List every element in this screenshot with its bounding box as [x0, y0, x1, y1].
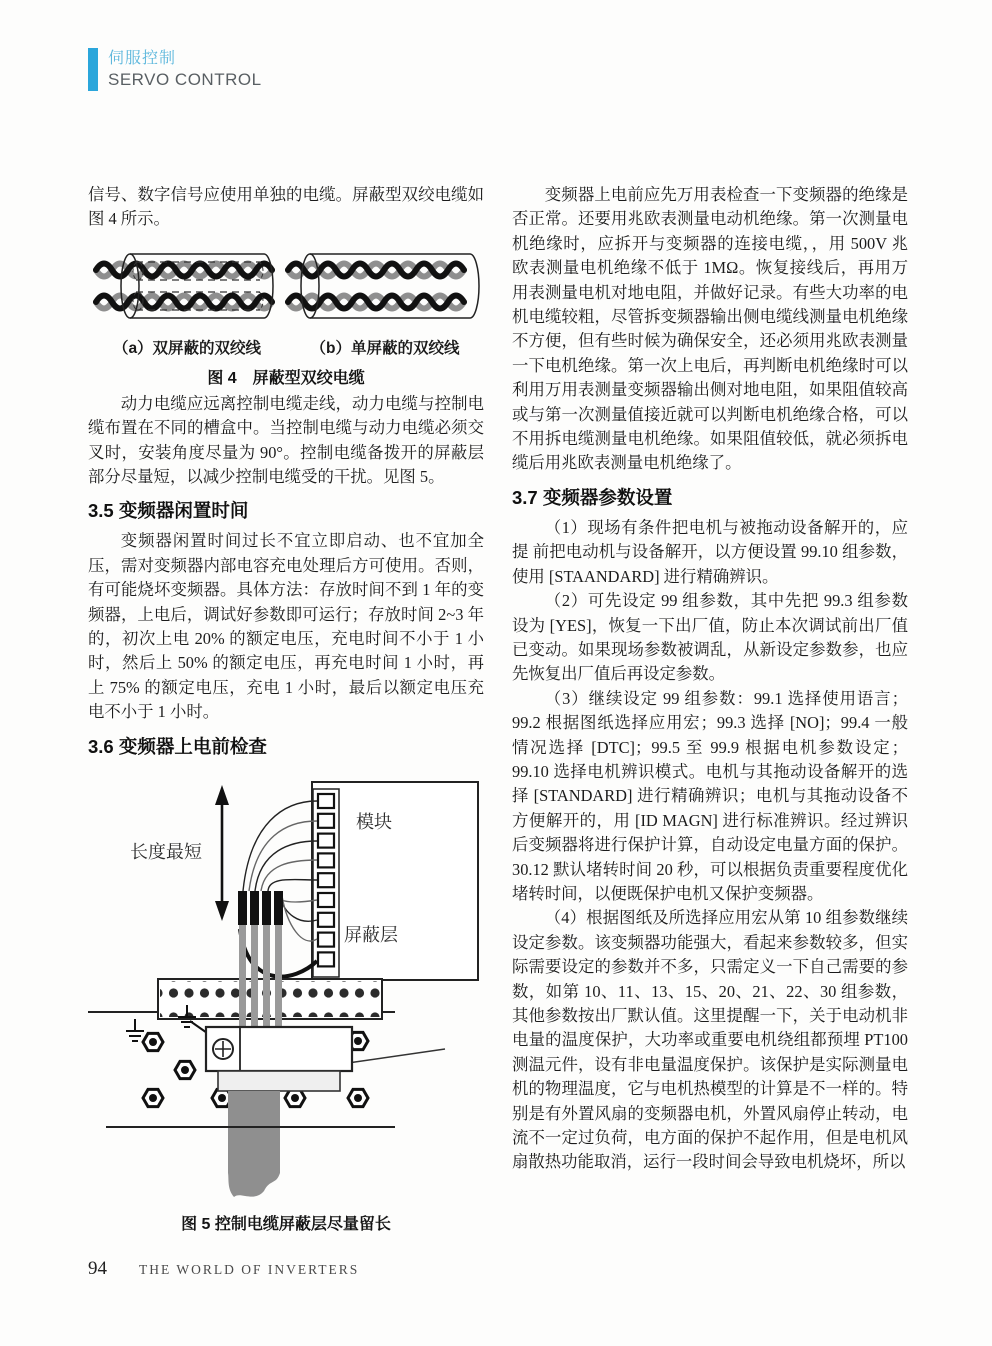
module-label: 模块 [356, 811, 392, 832]
heading-3-5: 3.5 变频器闲置时间 [88, 500, 249, 522]
cable-routing-paragraph: 动力电缆应远离控制电缆走线，动力电缆与控制电缆布置在不同的槽盒中。当控制电缆与动力电缆必须交叉时，安装角度尽量为 90°。控制电缆备拨开的屏蔽层部分尽量短，以减少控制电缆受的干扰。见图 5。 [88, 393, 484, 487]
figure5-caption: 图 5 控制电缆屏蔽层尽量留长 [181, 1215, 391, 1233]
left-column [88, 183, 484, 1234]
intro-paragraph: 信号、数字信号应使用单独的电缆。屏蔽型双绞电缆如图 4 所示。 [88, 185, 484, 229]
heading-3-6: 3.6 变频器上电前检查 [88, 735, 267, 757]
hex-nut-icon [285, 1089, 305, 1106]
page-number: 94 [88, 1258, 107, 1279]
hex-nut-icon [348, 1089, 368, 1106]
page-footer [88, 1258, 359, 1280]
cable-b-single-shield [288, 254, 479, 318]
journal-name: THE WORLD OF INVERTERS [139, 1262, 360, 1277]
control-cable [228, 1091, 280, 1197]
idle-time-paragraph: 变频器闲置时间过长不宜立即启动、也不宜加全压，需对变频器内部电容充电处理后方可使用。否则，有可能烧坏变频器。具体方法：存放时间不到 1 年的变频器，上电后，调试好参数即可运行；存放时间 2~3 年的，初次上电 20% 的额定电压，充电时间不小于 1 小时，然后上 50% 的额定电压，再充电时间 1 小时，再上 75% 的额定电压，充电 1 小时，最后以额定电压充电不小于 1 小时。 [88, 531, 484, 722]
figure4-caption-b: （b）单屏蔽的双绞线 [310, 339, 460, 357]
two-column-content [88, 183, 908, 1234]
hex-nut-icon [175, 1061, 195, 1078]
param-item-2: （2）可先设定 99 组参数，其中先把 99.3 组参数设为 [YES]，恢复一下出厂值，防止本次调试前出厂值已变动。如果现场参数被调乱，从新设定参数参，也应先恢复出厂值后再设定参数。 [512, 591, 908, 684]
figure-5 [88, 765, 484, 1234]
cable-a-double-shield [96, 254, 273, 318]
hex-nut-icon [143, 1033, 163, 1050]
terminal-squares [318, 794, 334, 966]
length-arrow-icon [215, 785, 229, 921]
page-header [88, 48, 262, 91]
precheck-paragraph: 变频器上电前应先万用表检查一下变频器的绝缘是否正常。还要用兆欧表测量电动机绝缘。第一次测量电机绝缘时，应拆开与变频器的连接电缆，，用 500V 兆欧表测量电机绝缘不低于 1MΩ。恢复接线后，再用万用表测量电机对地电阻，并做好记录。有些大功率的电机电缆较粗，尽管拆变频器输出侧电缆线测量电机绝缘不方便，但有些时候为确保安全，还必须用兆欧表测量一下电机绝缘。第一次上电后，再判断电机绝缘时可以利用万用表测量变频器输出侧对地电阻，如果阻值较高或与第一次测量值接近就可以判断电机绝缘合格，可以不用拆电缆测量电机绝缘。如果阻值较低，就必须拆电缆后用兆欧表测量电机绝缘了。 [512, 185, 908, 473]
ground-icon [126, 1019, 144, 1041]
shield-layer-label: 屏蔽层 [344, 924, 398, 945]
twisted-pair-cables-illustration [88, 248, 484, 328]
accent-bar [88, 48, 98, 91]
figure-4 [88, 248, 484, 388]
shield-clamp-bars [238, 891, 283, 925]
cable-clamp [206, 1027, 352, 1091]
param-item-3: （3）继续设定 99 组参数：99.1 选择使用语言；99.2 根据图纸选择应用宏；99.3 选择 [NO]；99.4 一般情况选择 [DTC]；99.5 至 99.9 根据电机参数设定；99.10 选择电机辨识模式。电机与其拖动设备解开的选择 [STANDARD] 进行精确辨识；电机与其拖动设备不方便解开的，用 [ID MAGN] 进行标准辨识。经过辨识后变频器将进行保护计算，自动设定电量方面的保护。30.12 默认堵转时间 20 秒，可以根据负责重要程度优化堵转时间，以便既保护电机又保护变频器。 [512, 688, 908, 903]
shield-termination-diagram [88, 765, 484, 1207]
section-title-en: SERVO CONTROL [108, 70, 262, 89]
param-item-1: （1）现场有条件把电机与被拖动设备解开的，应提 前把电动机与设备解开，以方便设置 99.10 组参数，使用 [STAANDARD] 进行精确辨识。 [512, 517, 908, 586]
hex-nut-icon [143, 1089, 163, 1106]
param-item-4: （4）根据图纸及所选择应用宏从第 10 组参数继续设定参数。该变频器功能强大，看起来参数较多，但实际需要设定的参数并不多，只需定义一下自己需要的参数，如第 10、11、13、15、20、21、22、30 组参数，其他参数按出厂默认值。这里提醒一下，关于电动机非电量的温度保护，大功率或重要电机绕组都预埋 PT100 测温元件，设有非电量温度保护。该保护是实际测量电机的物理温度，它与电机热模型的计算是不一样的。特别是有外置风扇的变频器电机，外置风扇停止转动，电流不一定过负荷，电方面的保护不起作用，但是电机风扇散热功能取消，运行一段时间会导致电机烧坏，所以 [512, 908, 908, 1172]
length-label: 长度最短 [130, 841, 202, 862]
section-title-cn: 伺服控制 [108, 50, 177, 67]
figure4-caption: 图 4 屏蔽型双绞电缆 [207, 369, 365, 387]
figure4-caption-a: （a）双屏蔽的双绞线 [112, 339, 262, 357]
heading-3-7: 3.7 变频器参数设置 [512, 486, 673, 508]
right-column [512, 183, 908, 1234]
